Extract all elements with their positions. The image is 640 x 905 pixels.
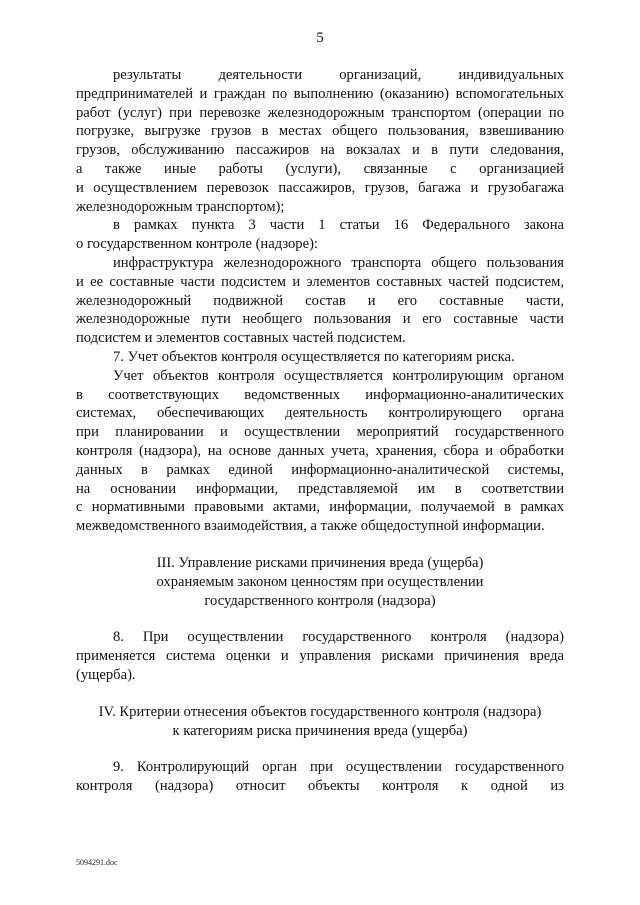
text-line: контроля (надзора) относит объекты контроля к одной из <box>76 778 564 795</box>
text-line: применяется система оценки и управления рисками причинения вреда <box>76 648 564 665</box>
text-line: системах, обеспечивающих деятельность контролирующего органа <box>76 405 564 422</box>
text-line: инфраструктура железнодорожного транспорта общего пользования <box>113 254 564 271</box>
text-line: о государственном контроле (надзоре): <box>76 236 318 253</box>
document-body <box>76 66 564 796</box>
heading-line: III. Управление рисками причинения вреда (ущерба) <box>156 554 484 571</box>
text-line: с нормативными правовыми актами, информации, получаемой в рамках <box>76 499 564 516</box>
heading-line: IV. Критерии отнесения объектов государственного контроля (надзора) <box>98 703 542 720</box>
heading-line: к категориям риска причинения вреда (ущерба) <box>172 722 468 739</box>
text-line: контроля (надзора), на основе данных учета, хранения, сбора и обработки <box>76 442 564 459</box>
text-line: на основании информации, представляемой им в соответствии <box>76 480 564 497</box>
text-line: а также иные работы (услуги), связанные с организацией <box>76 160 564 177</box>
paragraph-results <box>76 66 564 216</box>
text-line: при планировании и осуществлении мероприятий государственного <box>76 424 564 441</box>
page-number: 5 <box>316 30 324 46</box>
paragraph-item-7 <box>76 348 564 367</box>
text-line: 9. Контролирующий орган при осуществлении государственного <box>113 759 564 776</box>
text-line: железнодорожный подвижной состав и его составные части, <box>76 292 564 309</box>
document-filename: 5094291.doc <box>76 858 118 867</box>
text-line: железнодорожным транспортом); <box>76 198 285 215</box>
paragraph-item-9 <box>76 758 564 796</box>
text-line: в рамках пункта 3 части 1 статьи 16 Федерального закона <box>113 217 564 234</box>
paragraph-accounting <box>76 367 564 536</box>
text-line: железнодорожные пути необщего пользования и его составные части <box>76 311 564 328</box>
text-line: 8. При осуществлении государственного контроля (надзора) <box>113 629 564 646</box>
text-line: в соответствующих ведомственных информационно-аналитических <box>76 386 564 403</box>
text-line: данных в рамках единой информационно-аналитической системы, <box>76 461 564 478</box>
paragraph-framework <box>76 216 564 254</box>
text-line: грузов, обслуживанию пассажиров на вокзалах и в пути следования, <box>76 142 564 159</box>
section-heading-4 <box>76 703 564 741</box>
text-line: предпринимателей и граждан по выполнению (оказанию) вспомогательных <box>76 85 564 102</box>
paragraph-infrastructure <box>76 254 564 348</box>
text-line: погрузке, выгрузке грузов в местах общего пользования, взвешиванию <box>76 123 564 140</box>
text-line: и осуществлением перевозок пассажиров, грузов, багажа и грузобагажа <box>76 179 564 196</box>
text-line: Учет объектов контроля осуществляется контролирующим органом <box>113 367 564 384</box>
heading-line: охраняемым законом ценностям при осуществлении <box>156 573 484 590</box>
text-line: результаты деятельности организаций, индивидуальных <box>113 67 564 83</box>
text-line: и ее составные части подсистем и элементов составных частей подсистем, <box>76 273 564 290</box>
section-heading-3 <box>76 554 564 610</box>
paragraph-item-8 <box>76 628 564 684</box>
text-line: подсистем и элементов составных частей подсистем. <box>76 330 406 347</box>
text-line: (ущерба). <box>76 666 136 683</box>
text-line: межведомственного взаимодействия, а также общедоступной информации. <box>76 518 545 535</box>
text-line: 7. Учет объектов контроля осуществляется по категориям риска. <box>113 348 515 365</box>
text-line: работ (услуг) при перевозке железнодорожным транспортом (операции по <box>76 104 564 121</box>
heading-line: государственного контроля (надзора) <box>204 592 436 609</box>
